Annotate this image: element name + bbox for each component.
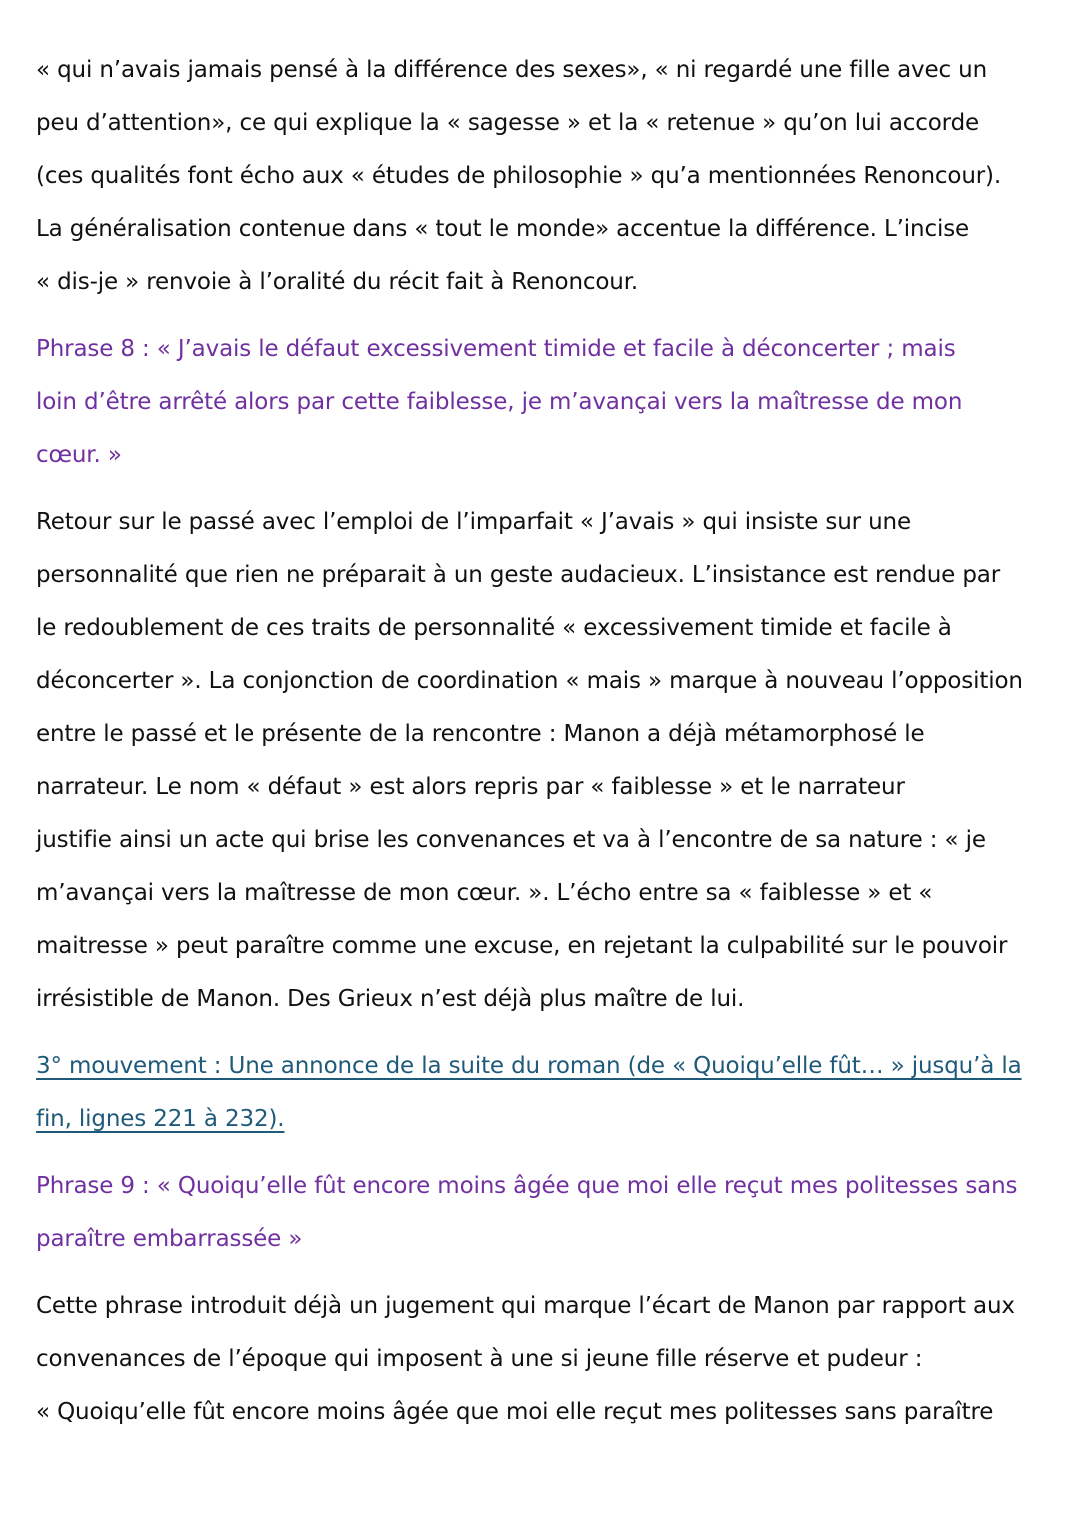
- section-link-line[interactable]: fin, lignes 221 à 232).: [36, 1106, 285, 1132]
- text-line: Retour sur le passé avec l’emploi de l’imparfait « J’avais » qui insiste sur une: [36, 509, 911, 535]
- text-line: entre le passé et le présente de la rencontre : Manon a déjà métamorphosé le: [36, 721, 925, 747]
- text-line: maitresse » peut paraître comme une excuse, en rejetant la culpabilité sur le pouvoir: [36, 933, 1008, 959]
- text-line: Cette phrase introduit déjà un jugement qui marque l’écart de Manon par rapport aux: [36, 1293, 1015, 1319]
- text-line: peu d’attention», ce qui explique la « sagesse » et la « retenue » qu’on lui accorde: [36, 110, 980, 136]
- text-line: convenances de l’époque qui imposent à une si jeune fille réserve et pudeur :: [36, 1346, 923, 1372]
- section-3-heading-link[interactable]: [36, 1040, 1046, 1146]
- text-line: m’avançai vers la maîtresse de mon cœur. ». L’écho entre sa « faiblesse » et «: [36, 880, 933, 906]
- text-line: « Quoiqu’elle fût encore moins âgée que moi elle reçut mes politesses sans paraître: [36, 1399, 994, 1425]
- section-link-line[interactable]: 3° mouvement : Une annonce de la suite du roman (de « Quoiqu’elle fût… » jusqu’à la: [36, 1053, 1022, 1079]
- quote-line: paraître embarrassée »: [36, 1226, 303, 1252]
- text-line: personnalité que rien ne préparait à un geste audacieux. L’insistance est rendue par: [36, 562, 1001, 588]
- text-line: irrésistible de Manon. Des Grieux n’est déjà plus maître de lui.: [36, 986, 745, 1012]
- paragraph-phrase-8-analysis: [36, 496, 1046, 1026]
- phrase-8-heading: [36, 323, 1046, 482]
- paragraph-phrase-9-analysis: [36, 1280, 1046, 1439]
- document-page: [36, 44, 1046, 1439]
- text-line: (ces qualités font écho aux « études de philosophie » qu’a mentionnées Renoncour).: [36, 163, 1002, 189]
- text-line: narrateur. Le nom « défaut » est alors repris par « faiblesse » et le narrateur: [36, 774, 905, 800]
- text-line: « dis-je » renvoie à l’oralité du récit fait à Renoncour.: [36, 269, 639, 295]
- phrase-9-heading: [36, 1160, 1046, 1266]
- text-line: La généralisation contenue dans « tout le monde» accentue la différence. L’incise: [36, 216, 970, 242]
- quote-line: cœur. »: [36, 442, 122, 468]
- text-line: « qui n’avais jamais pensé à la différence des sexes», « ni regardé une fille avec un: [36, 57, 988, 83]
- quote-line: Phrase 9 : « Quoiqu’elle fût encore moins âgée que moi elle reçut mes politesses sans: [36, 1173, 1018, 1199]
- text-line: déconcerter ». La conjonction de coordination « mais » marque à nouveau l’opposition: [36, 668, 1023, 694]
- quote-line: loin d’être arrêté alors par cette faiblesse, je m’avançai vers la maîtresse de mon: [36, 389, 963, 415]
- paragraph-intro: [36, 44, 1046, 309]
- quote-line: Phrase 8 : « J’avais le défaut excessivement timide et facile à déconcerter ; mais: [36, 336, 956, 362]
- text-line: le redoublement de ces traits de personnalité « excessivement timide et facile à: [36, 615, 952, 641]
- text-line: justifie ainsi un acte qui brise les convenances et va à l’encontre de sa nature : « je: [36, 827, 986, 853]
